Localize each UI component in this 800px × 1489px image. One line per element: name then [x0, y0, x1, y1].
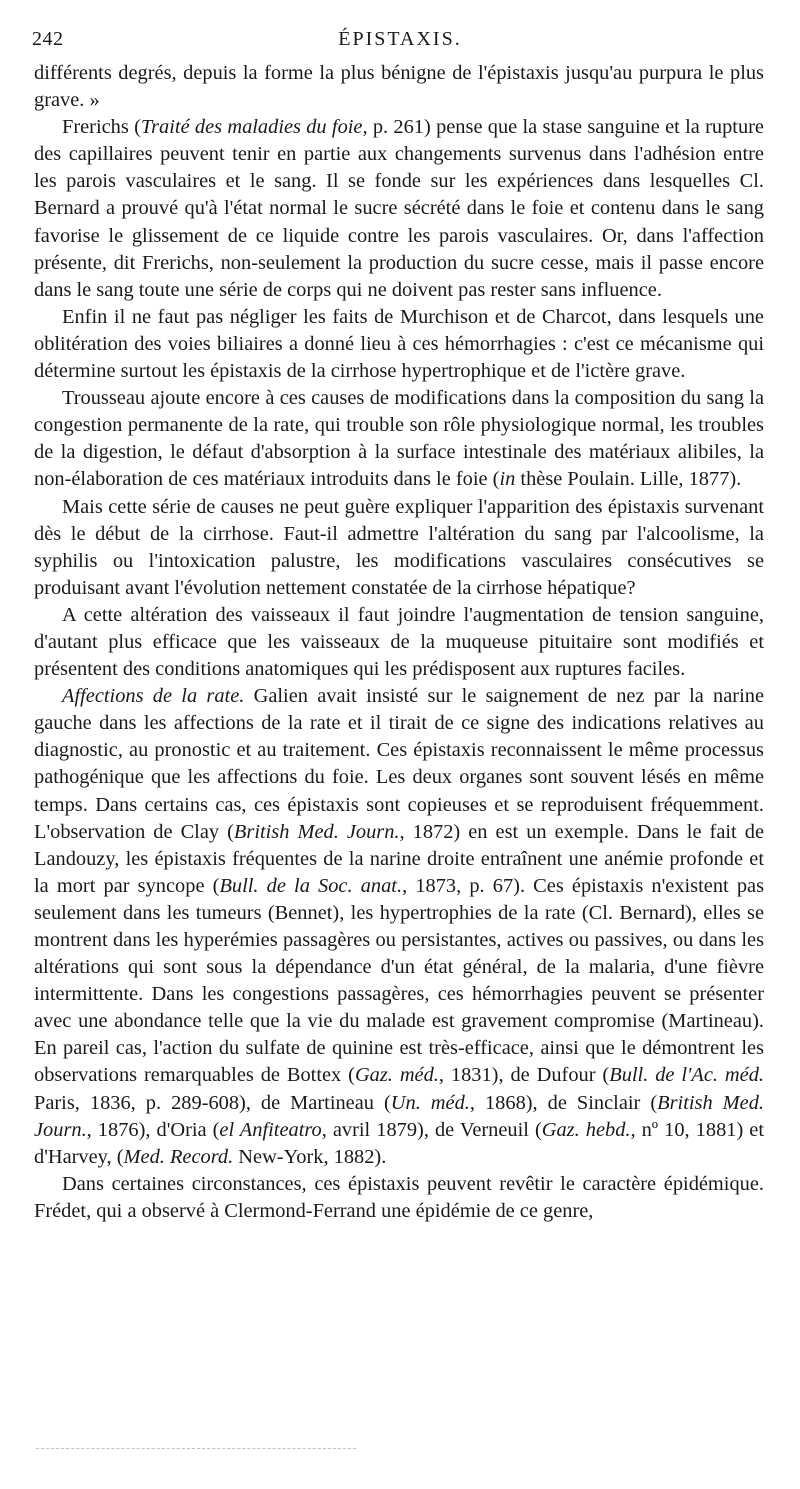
- italic-citation: Gaz. méd.: [354, 1064, 439, 1087]
- footer-rule: [36, 1448, 356, 1449]
- text-run: Trousseau ajoute encore à ces causes de modifications dans la composition du sang la congestion permanente de la rate, qui trouble son rôle physiologique normal, les troubles de la digestion, le défaut d'absorption à la surface intestinale des matériaux alibiles, la non-élaboration de ces matériaux introduits dans le foie (: [34, 387, 764, 491]
- italic-citation: Traité des maladies du foie: [140, 116, 363, 139]
- text-run: , 1876), d'Oria (: [86, 1118, 220, 1141]
- text-run: Galien avait insisté sur le saignement de nez par la narine gauche dans les affections de la rate et il tirait de ce signe des indications relatives au diagnostic, au pronostic et au traitement. Ces épistaxis reconnaissent le même processus pathogénique que les affections du foie. Les deux organes sont souvent lésés en même temps. Dans certains cas, ces épistaxis sont copieuses et se reproduisent fréquemment. L'observation de Clay (: [34, 685, 764, 843]
- text-run: , 1873, p. 67). Ces épistaxis n'existent pas seulement dans les tumeurs (Bennet), les hypertrophies de la rate (Cl. Bernard), elles se montrent dans les hyperémies passagères ou persistantes, actives ou passives, ou dans les altérations qui sont sous la dépendance d'un état général, de la malaria, d'une fièvre intermittente. Dans les congestions passagères, ces hémorrhagies peuvent se présenter avec une abondance telle que la vie du malade est gravement compromise (Martineau). En pareil cas, l'action du sulfate de quinine est très-efficace, ainsi que le démontrent les observations remarquables de Bottex (: [34, 874, 765, 1087]
- paragraph: [34, 385, 764, 493]
- italic-citation: British Med. Journ.: [233, 820, 400, 843]
- text-run: Frerichs (: [62, 116, 141, 139]
- italic-citation: British Med. Journ.: [34, 1091, 764, 1141]
- italic-citation: Bull. de la Soc. anat.: [219, 874, 403, 897]
- paragraph: [34, 304, 764, 385]
- text-run: , nº 10, 1881) et d'Harvey, (: [34, 1118, 764, 1168]
- text-run: différents degrés, depuis la forme la plus bénigne de l'épistaxis jusqu'au purpura le plus grave. »: [34, 62, 764, 112]
- paragraph: [34, 602, 764, 683]
- paragraph: [34, 60, 764, 114]
- text-run: , 1831), de Dufour (: [438, 1064, 610, 1087]
- text-run: A cette altération des vaisseaux il faut joindre l'augmentation de tension sanguine, d'autant plus efficace que les vaisseaux de la muqueuse pituitaire sont modifiés et présentent des conditions anatomiques qui les prédisposent aux ruptures faciles.: [34, 603, 764, 681]
- italic-citation: Gaz. hebd.: [541, 1118, 631, 1141]
- text-run: , 1872) en est un exemple. Dans le fait de Landouzy, les épistaxis fréquentes de la narine droite entraînent une anémie profonde et la mort par syncope (: [34, 820, 764, 897]
- italic-citation: Un. méd.: [390, 1091, 470, 1114]
- text-run: thèse Poulain. Lille, 1877).: [515, 468, 742, 491]
- italic-citation: in: [499, 468, 516, 491]
- text-run: Mais cette série de causes ne peut guère expliquer l'apparition des épistaxis survenant dès le début de la cirrhose. Faut-il admettre l'altération du sang par l'alcoolisme, la syphilis ou l'intoxication palustre, les modifications vasculaires consécutives se produisant avant l'évolution nettement constatée de la cirrhose hépatique?: [34, 495, 764, 599]
- text-run: New-York, 1882).: [233, 1145, 387, 1168]
- paragraph: [34, 683, 764, 1171]
- page-number: 242: [32, 28, 64, 50]
- body-text: [34, 60, 764, 1225]
- italic-citation: el Anfiteatro: [219, 1118, 322, 1141]
- text-run: Dans certaines circonstances, ces épistaxis peuvent revêtir le caractère épidémique. Frédet, qui a observé à Clermond-Ferrand une épidémie de ce genre,: [34, 1172, 764, 1222]
- text-run: , p. 261) pense que la stase sanguine et la rupture des capillaires peuvent tenir en partie aux changements survenus dans l'adhésion entre les parois vasculaires et le sang. Il se fonde sur les expériences dans lesquelles Cl. Bernard a prouvé qu'à l'état normal le sucre sécrété dans le foie et contenu dans le sang favorise le glissement de ce liquide contre les parois vasculaires. Or, dans l'affection présente, dit Frerichs, non-seulement la production du sucre cesse, mais il passe encore dans le sang toute une série de corps qui ne doivent pas rester sans influence.: [34, 116, 764, 301]
- paragraph: [34, 494, 764, 602]
- text-run: Enfin il ne faut pas négliger les faits de Murchison et de Charcot, dans lesquels une oblitération des voies biliaires a donné lieu à ces hémorrhagies : c'est ce mécanisme qui détermine surtout les épistaxis de la cirrhose hypertrophique et de l'ictère grave.: [34, 305, 764, 383]
- italic-citation: Bull. de l'Ac. méd.: [609, 1064, 764, 1087]
- running-title: ÉPISTAXIS.: [338, 28, 462, 50]
- italic-citation: Med. Record.: [123, 1145, 234, 1168]
- text-run: , avril 1879), de Verneuil (: [321, 1118, 542, 1141]
- italic-citation: Affections de la rate.: [62, 685, 245, 708]
- paragraph: [34, 1171, 764, 1225]
- text-run: Paris, 1836, p. 289-608), de Martineau (: [34, 1091, 391, 1114]
- paragraph: [34, 114, 764, 304]
- text-run: , 1868), de Sinclair (: [469, 1091, 658, 1114]
- page-header: [32, 28, 768, 56]
